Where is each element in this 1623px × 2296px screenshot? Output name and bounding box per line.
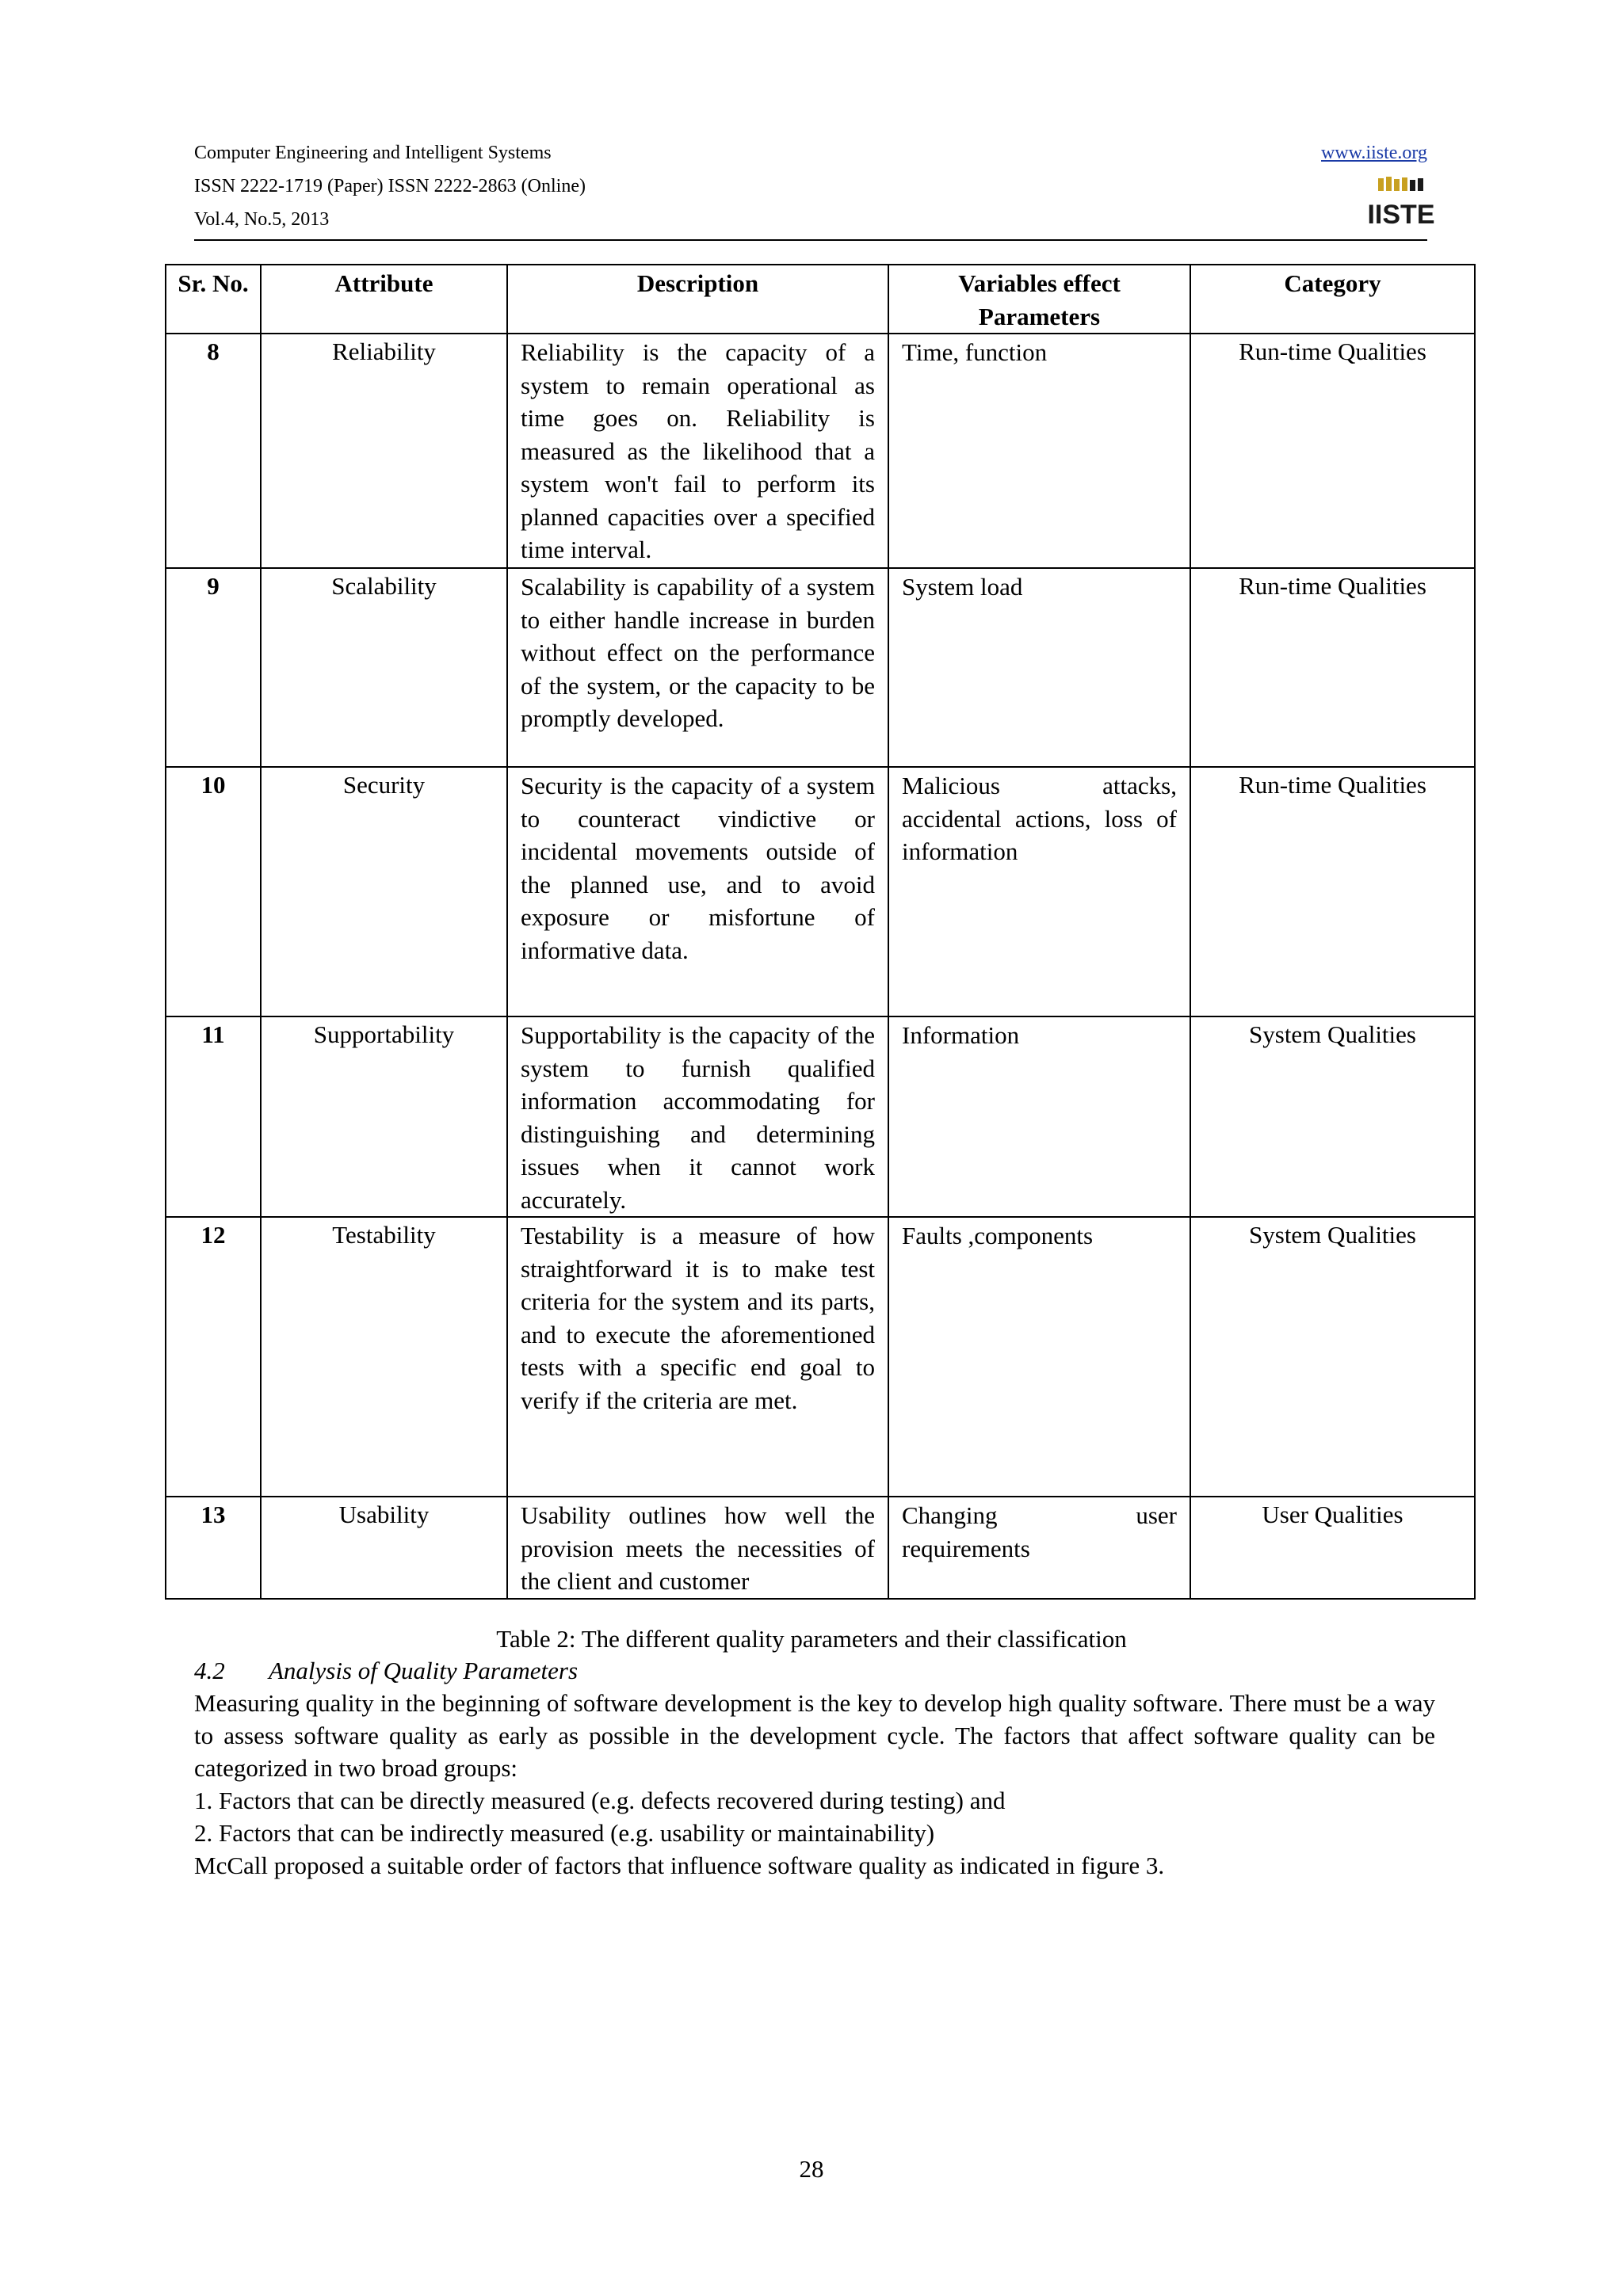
row-description: Reliability is the capacity of a system to remain operational as time goes on. Reliability is measured as the likelihood that a system won't fail to perform its planned capacities over a specified time interval. <box>507 334 888 568</box>
col-header-attribute: Attribute <box>261 265 507 334</box>
row-category: User Qualities <box>1190 1497 1475 1599</box>
journal-issn: ISSN 2222-1719 (Paper) ISSN 2222-2863 (Online) <box>194 176 586 196</box>
table-row <box>166 767 1475 1016</box>
row-description: Supportability is the capacity of the system to furnish qualified information accommodating for distinguishing and determining issues when it cannot work accurately. <box>507 1016 888 1217</box>
journal-url-link[interactable]: www.iiste.org <box>1321 143 1427 163</box>
row-number: 8 <box>166 334 261 568</box>
col-header-sr-no: Sr. No. <box>166 265 261 334</box>
row-description: Security is the capacity of a system to counteract vindictive or incidental movements outside of the planned use, and to avoid exposure or misfortune of informative data. <box>507 767 888 1016</box>
col-header-description: Description <box>507 265 888 334</box>
row-attribute: Usability <box>261 1497 507 1599</box>
col-header-category: Category <box>1190 265 1475 334</box>
row-variables: System load <box>888 568 1190 767</box>
row-attribute: Reliability <box>261 334 507 568</box>
header-divider <box>194 239 1427 241</box>
closing-sentence: McCall proposed a suitable order of factors that influence software quality as indicated in figure 3. <box>194 1852 1165 1879</box>
list-item: 1. Factors that can be directly measured (e.g. defects recovered during testing) and <box>194 1787 1006 1814</box>
row-category: System Qualities <box>1190 1217 1475 1497</box>
row-variables: Faults ,components <box>888 1217 1190 1497</box>
row-attribute: Scalability <box>261 568 507 767</box>
row-attribute: Testability <box>261 1217 507 1497</box>
col-header-variables: Variables effect Parameters <box>888 265 1190 334</box>
table-row <box>166 1016 1475 1217</box>
section-paragraph: Measuring quality in the beginning of software development is the key to develop high quality software. There must be a way to assess software quality as early as possible in the development cycle. The factors that affect software quality can be categorized in two broad groups: <box>194 1689 1435 1782</box>
row-description: Testability is a measure of how straightforward it is to make test criteria for the system and its parts, and to execute the aforementioned tests with a specific end goal to verify if the criteria are met. <box>507 1217 888 1497</box>
section-heading <box>194 1654 1435 1687</box>
row-category: System Qualities <box>1190 1016 1475 1217</box>
journal-title: Computer Engineering and Intelligent Systems <box>194 143 552 163</box>
page-header <box>194 136 1435 236</box>
row-number: 9 <box>166 568 261 767</box>
section-number: 4.2 <box>194 1657 225 1684</box>
page-number: 28 <box>799 2155 824 2183</box>
row-variables: Malicious attacks, accidental actions, loss of information <box>888 767 1190 1016</box>
row-variables: Time, function <box>888 334 1190 568</box>
row-category: Run-time Qualities <box>1190 767 1475 1016</box>
journal-volume: Vol.4, No.5, 2013 <box>194 209 330 230</box>
row-number: 11 <box>166 1016 261 1217</box>
table-row <box>166 1497 1475 1599</box>
row-description: Scalability is capability of a system to either handle increase in burden without effect on the performance of the system, or the capacity to be promptly developed. <box>507 568 888 767</box>
row-variables: Changing user requirements <box>888 1497 1190 1599</box>
row-attribute: Security <box>261 767 507 1016</box>
row-number: 13 <box>166 1497 261 1599</box>
row-category: Run-time Qualities <box>1190 334 1475 568</box>
row-description: Usability outlines how well the provision meets the necessities of the client and customer <box>507 1497 888 1599</box>
row-number: 12 <box>166 1217 261 1497</box>
svg-text:IISTE: IISTE <box>1367 200 1435 230</box>
section-body <box>194 1654 1435 1882</box>
row-attribute: Supportability <box>261 1016 507 1217</box>
table-row <box>166 1217 1475 1497</box>
table-row <box>166 334 1475 568</box>
section-title: Analysis of Quality Parameters <box>269 1657 579 1684</box>
table-row <box>166 568 1475 767</box>
quality-parameters-table <box>165 264 1476 1600</box>
iiste-logo-icon <box>1367 176 1435 230</box>
list-item: 2. Factors that can be indirectly measured (e.g. usability or maintainability) <box>194 1819 935 1847</box>
row-number: 10 <box>166 767 261 1016</box>
row-category: Run-time Qualities <box>1190 568 1475 767</box>
row-variables: Information <box>888 1016 1190 1217</box>
table-caption: Table 2: The different quality parameters and their classification <box>496 1625 1127 1653</box>
table-header-row <box>166 265 1475 334</box>
